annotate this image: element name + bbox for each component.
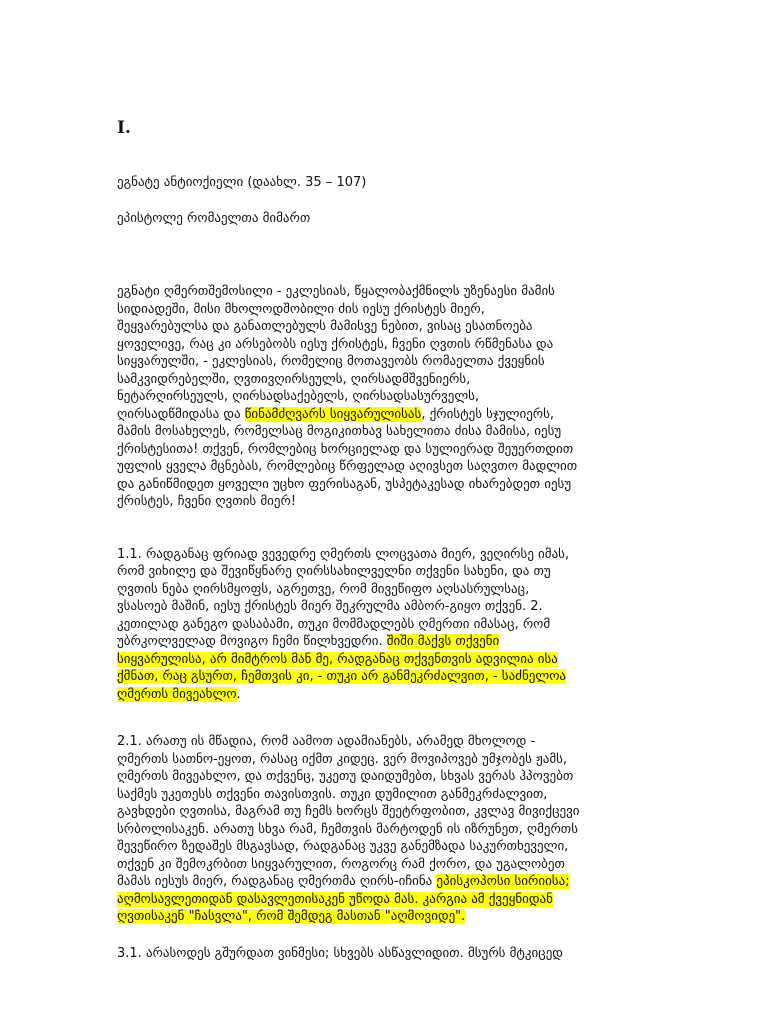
text-run: უფლის ყველა მცნებას, რომლებიც წრფელად აღივსეთ საღვთო მადლით	[117, 459, 578, 474]
text-run: მამის მოსახელეს, რომელსაც მოგიკითხავ სახელითა ძისა მამისა, იესუ	[117, 424, 562, 439]
text-run: სრბოლისაკენ. არათუ სხვა რამ, ჩემთვის მარტოდენ ის იზრუნეთ, ღმერთს	[117, 821, 579, 837]
text-run: , ქრისტეს სჯულიერს,	[421, 406, 555, 422]
text-line	[117, 441, 637, 459]
text-run: შევეწირო ზედაშეს მსგავსად, რადგანაც უკვე განემზადა საკურთხეველი,	[117, 839, 569, 854]
text-line	[117, 581, 637, 599]
text-line	[117, 546, 637, 564]
text-line	[117, 458, 637, 476]
text-run: ღმერთს მივეახლო, და თქვენც, უკეთუ დაიდუმებთ, სხვას ვერას ჰპოვებთ	[117, 769, 574, 784]
text-line	[117, 803, 637, 821]
body-text	[117, 283, 637, 962]
text-run: სიდიადეში, მისი მხოლოდშობილი ძის იესუ ქრისტეს მიერ,	[117, 301, 485, 317]
document-page	[117, 118, 637, 997]
text-line	[117, 733, 637, 751]
text-line	[117, 406, 637, 424]
text-line	[117, 493, 637, 511]
highlighted-text: აღმოსავლეთიდან დასავლეთისაკენ უწოდა მას. კარგია ამ ქვეყნიდან	[117, 891, 553, 907]
highlighted-text: ქმნათ, რაც გსურთ, ჩემთვის კი, - თუკი არ განმეკრძალვით, - საძნელოა	[117, 669, 567, 684]
text-line	[117, 423, 637, 441]
text-run: ღირსადწმიდასა და	[117, 406, 245, 422]
paragraph	[117, 283, 637, 511]
text-line	[117, 336, 637, 354]
chapter-number: I.	[117, 118, 131, 138]
text-run: ყოველივე, რაც კი არსებობს იესუ ქრისტეს, ჩვენი ღვთის რწმენასა და	[117, 336, 554, 352]
text-run: .	[236, 686, 241, 702]
text-line	[117, 873, 637, 891]
text-line	[117, 633, 637, 651]
text-run: სიყვარულში, - ეკლესიას, რომელიც მოთავეობს რომაელთა ქვეყნის	[117, 354, 545, 369]
text-run: 3.1. არასოდეს გშურდათ ვინმესი; სხვებს ასწავლიდით. მსურს მტკიცედ	[117, 945, 563, 961]
highlighted-text: ღმერთს მივეახლო	[117, 686, 237, 702]
text-line	[117, 616, 637, 634]
text-run: უბრკოლველად მოვიგო ჩემი წილხვედრი.	[117, 634, 387, 649]
text-run: 1.1. რადგანაც ფრიად ვევედრე ღმერთს ლოცვათა მიერ, ვეღირსე იმას,	[117, 546, 570, 562]
paragraph	[117, 546, 637, 704]
highlighted-text: წინამძღვარს სიყვარულისას	[244, 406, 422, 422]
text-line	[117, 563, 637, 581]
text-line	[117, 838, 637, 856]
highlighted-text: სიყვარულისა, არ მიმტროს მან მე, რადგანაც თქვენთვის ადვილია ისა	[117, 651, 558, 667]
text-line	[117, 751, 637, 769]
text-run: ნეტარღირსეულს, ღირსადსაქებელს, ღირსადსასურველს,	[117, 389, 480, 404]
text-line	[117, 476, 637, 494]
paragraph	[117, 733, 637, 926]
text-run: ღვთის ნება ღირსმყოფს, აგრეთვე, რომ მივეწიფო აღსასრულსაც,	[117, 581, 530, 597]
text-run: კეთილად განეგო დასაბამი, თუკი მომმადლებს ღმერთი იმასაც, რომ	[117, 616, 551, 632]
text-run: მამას იესუს მიერ, რადგანაც ღმერთმა ღირს-იჩინა	[117, 874, 437, 889]
text-run: ქრისტესითა! თქვენ, რომლებიც ხორციელად და სულიერად შეუერთდით	[117, 441, 574, 457]
author-title: ეგნატე ანტიოქიელი (დაახლ. 35 – 107)	[117, 175, 367, 190]
text-line	[117, 283, 637, 301]
text-run: თქვენ კი შემოკრბით სიყვარულით, როგორც რამ ქორო, და უგალობეთ	[117, 856, 565, 872]
text-run: ქრისტეს, ჩვენი ღვთის მიერ!	[117, 494, 297, 509]
text-run: ვსასოებ მაშინ, იესუ ქრისტეს მიერ შეკრულმა ამბორ-გიყო თქვენ. 2.	[117, 599, 543, 614]
text-line	[117, 371, 637, 389]
text-run: საქმეს უკეთესს თქვენი თავისთვის. თუკი დუმილით განმეკრძალვით,	[117, 786, 548, 802]
text-line	[117, 651, 637, 669]
text-run: სამკვიდრებელში, ღვთივღირსეულს, ღირსადმშვენიერს,	[117, 371, 471, 387]
highlighted-text: ეპისკოპოსი სირიისა;	[436, 874, 570, 889]
text-line	[117, 786, 637, 804]
text-line	[117, 891, 637, 909]
text-line	[117, 668, 637, 686]
text-run: რომ ვიხილე და შევიწყნარე ღირსსახილველნი თქვენი სახენი, და თუ	[117, 564, 551, 579]
text-line	[117, 598, 637, 616]
text-run: 2.1. არათუ ის მწადია, რომ აამოთ ადამიანებს, არამედ მხოლოდ -	[117, 734, 536, 749]
epistle-title: ეპისტოლე რომაელთა მიმართ	[117, 211, 311, 226]
text-line	[117, 301, 637, 319]
text-line	[117, 908, 637, 926]
text-run: გავხდები ღვთისა, მაგრამ თუ ჩემს ხორცს შეეტრფობით, კვლავ მივიქცევი	[117, 804, 580, 819]
text-run: და განიწმიდეთ ყოველი უცხო ფერისაგან, უსპეტაკესად იხარებდეთ იესუ	[117, 476, 572, 492]
paragraph	[117, 945, 637, 963]
text-line	[117, 945, 637, 963]
text-line	[117, 686, 637, 704]
highlighted-text: შიში მაქვს თქვენი	[386, 634, 500, 649]
text-line	[117, 821, 637, 839]
text-line	[117, 353, 637, 371]
text-run: შეყვარებულსა და განათლებულს მამისვე ნებით, ვისაც ესათნოება	[117, 319, 533, 334]
text-line	[117, 388, 637, 406]
text-line	[117, 768, 637, 786]
text-line	[117, 318, 637, 336]
text-run: ღმერთს სათნო-ეყოთ, რასაც იქმთ კიდეც. ვერ მოვიპოვებ უმჯობეს ჟამს,	[117, 751, 568, 767]
highlighted-text: ღვთისაკენ "ჩასვლა", რომ შემდეგ მასთან "აღმოვიდე".	[117, 909, 466, 924]
text-run: ეგნატი ღმერთშემოსილი - ეკლესიას, წყალობაქმნილს უზენაესი მამის	[117, 284, 555, 299]
text-line	[117, 856, 637, 874]
